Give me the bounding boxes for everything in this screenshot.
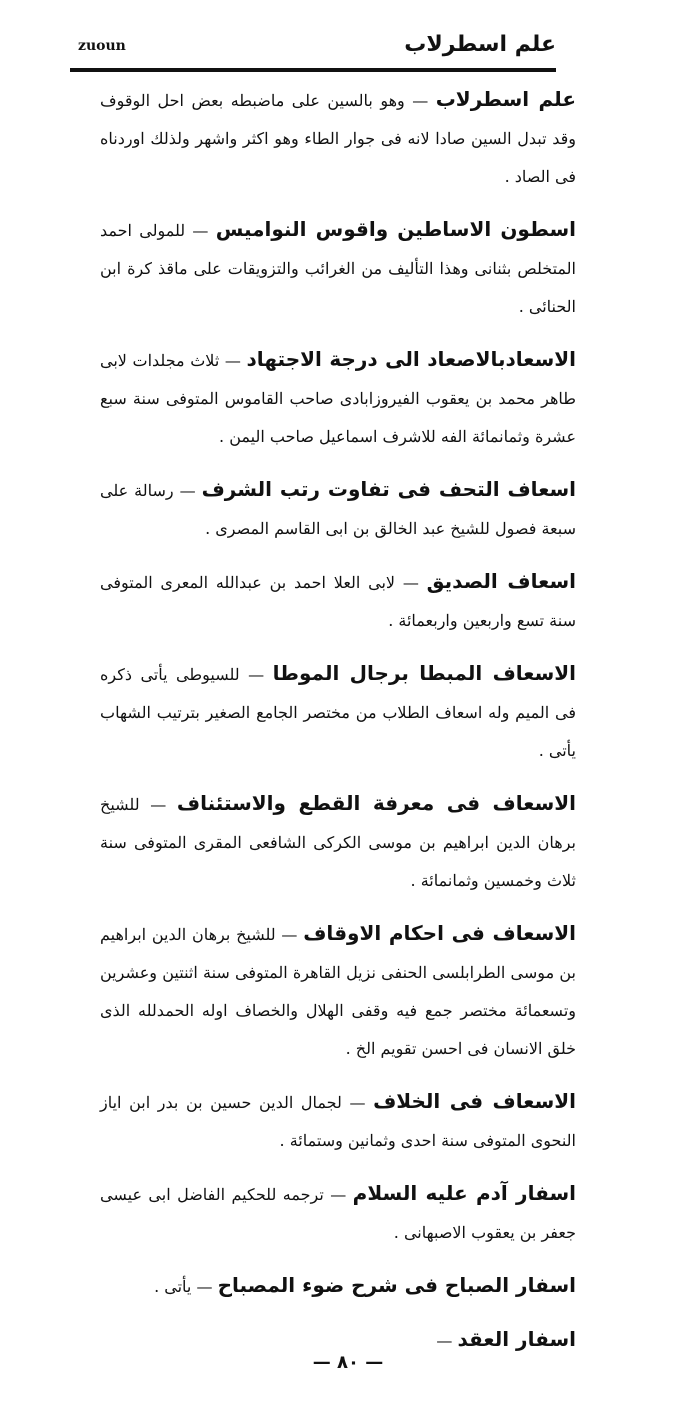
- entry-title: الاسعادبالاصعاد الى درجة الاجتهاد: [246, 347, 577, 371]
- entry-body: — للشيخ برهان الدين ابراهيم بن موسى الطرابلسى الحنفى نزيل القاهرة المتوفى سنة اثنتين وعشرين وتسعمائة مختصر جمع فيه وقفى الهلال والخصاف اوله الحمدلله الذى خلق الانسان فى احسن تقويم الخ .: [100, 925, 576, 1058]
- entries-list: [100, 80, 576, 1374]
- entry: [100, 562, 576, 640]
- entry: [100, 210, 576, 326]
- header-title: علم اسطرلاب: [404, 32, 556, 57]
- entry-paragraph: [100, 1082, 576, 1160]
- entry-body: — ترجمه للحكيم الفاضل ابى عيسى جعفر بن يعقوب الاصبهانى .: [100, 1185, 576, 1242]
- entry-body: —: [436, 1331, 453, 1350]
- entry: [100, 1174, 576, 1252]
- entry-paragraph: [100, 1174, 576, 1252]
- entry-title: الاسعاف فى معرفة القطع والاستئناف: [176, 791, 577, 815]
- entry: [100, 1266, 576, 1306]
- entry-title: علم اسطرلاب: [435, 87, 576, 111]
- entry-body: — لابى العلا احمد بن عبدالله المعرى المتوفى سنة تسع واربعين واربعمائة .: [100, 573, 576, 630]
- entry-body: — لجمال الدين حسين بن بدر ابن اياز النحوى المتوفى سنة احدى وثمانين وستمائة .: [100, 1093, 576, 1150]
- entry-paragraph: [100, 210, 576, 326]
- entry-title: اسفار العقد: [457, 1327, 576, 1351]
- entry: [100, 470, 576, 548]
- entry: [100, 80, 576, 196]
- entry: [100, 340, 576, 456]
- page-number: — ٨٠ —: [312, 1352, 384, 1373]
- entry: [100, 784, 576, 900]
- header-latin-text: zuoun: [78, 38, 126, 54]
- entry: [100, 654, 576, 770]
- entry-paragraph: [100, 562, 576, 640]
- entry-title: الاسعاف المبطا برجال الموطا: [272, 661, 577, 685]
- entry-title: اسطون الاساطين واقوس النواميس: [215, 217, 576, 241]
- entry-body: — للشيخ برهان الدين ابراهيم بن موسى الكركى الشافعى المقرى المتوفى سنة ثلاث وخمسين وثمانمائة .: [100, 795, 576, 890]
- entry-paragraph: [100, 470, 576, 548]
- entry-paragraph: [100, 784, 576, 900]
- entry-paragraph: [100, 654, 576, 770]
- entry-paragraph: [100, 1266, 576, 1306]
- header-rule: [70, 68, 556, 72]
- entry-paragraph: [100, 80, 576, 196]
- entry-title: الاسعاف فى الخلاف: [373, 1089, 577, 1113]
- entry-body: — ثلاث مجلدات لابى طاهر محمد بن يعقوب الفيروزابادى صاحب القاموس المتوفى سنة سبع عشرة وثمانمائة الفه للاشرف اسماعيل صاحب اليمن .: [100, 351, 576, 446]
- entry: [100, 1082, 576, 1160]
- entry-body: — يأتى .: [154, 1277, 213, 1296]
- entry-body: — للسيوطى يأتى ذكره فى الميم وله اسعاف الطلاب من مختصر الجامع الصغير بترتيب الشهاب يأتى .: [100, 665, 576, 760]
- entry-body: — وهو بالسين على ماضبطه بعض احل الوقوف وقد تبدل السين صادا لانه فى جوار الطاء وهو اكثر واشهر ولذلك اوردناه فى الصاد .: [100, 91, 576, 186]
- entry-paragraph: [100, 340, 576, 456]
- entry-title: اسفار الصباح فى شرح ضوء المصباح: [217, 1273, 576, 1297]
- entry-body: — للمولى احمد المتخلص بثنانى وهذا التأليف من الغرائب والتزويقات على ماقذ كرة ابن الحنائى .: [100, 221, 576, 316]
- entry-title: اسعاف الصديق: [426, 569, 576, 593]
- entry-body: — رسالة على سبعة فصول للشيخ عبد الخالق بن ابى القاسم المصرى .: [100, 481, 576, 538]
- running-header: [70, 32, 556, 68]
- entry-title: اسعاف التحف فى تفاوت رتب الشرف: [201, 477, 577, 501]
- entry-title: الاسعاف فى احكام الاوقاف: [303, 921, 576, 945]
- entry: [100, 914, 576, 1068]
- entry-title: اسفار آدم عليه السلام: [352, 1181, 576, 1205]
- entry-paragraph: [100, 914, 576, 1068]
